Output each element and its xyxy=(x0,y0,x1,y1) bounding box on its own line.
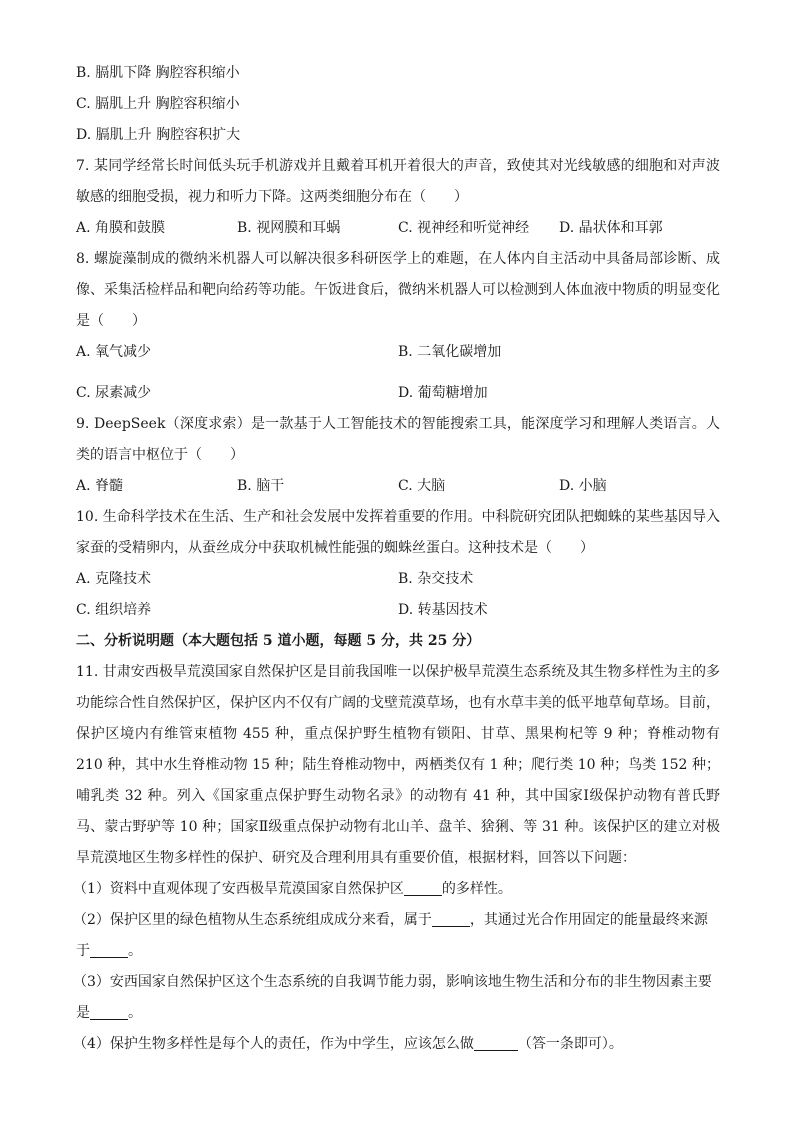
q11-sub3-blank xyxy=(90,1003,128,1020)
q10-option-b: B. 杂交技术 xyxy=(398,571,474,587)
q7-option-c: C. 视神经和听觉神经 xyxy=(398,220,530,236)
q7-option-a: A. 角膜和鼓膜 xyxy=(76,220,166,236)
section-2-title: 二、分析说明题（本大题包括 5 道小题，每题 5 分，共 25 分） xyxy=(76,633,481,649)
q10-stem: 10. 生命科学技术在生活、生产和社会发展中发挥着重要的作用。中科院研究团队把蜘蛛的某些基因导入家蚕的受精卵内，从蚕丝成分中获取机械性能强的蜘蛛丝蛋白。这种技术是（ ） xyxy=(76,509,720,556)
q7-stem: 7. 某同学经常长时间低头玩手机游戏并且戴着耳机开着很大的声音，致使其对光线敏感的细胞和对声波敏感的细胞受损，视力和听力下降。这两类细胞分布在（ ） xyxy=(76,158,720,205)
q11-sub1-text-b: 的多样性。 xyxy=(441,881,512,897)
q8-option-d: D. 葡萄糖增加 xyxy=(398,385,488,401)
q10-options-row2 xyxy=(76,595,720,626)
q9-option-d: D. 小脑 xyxy=(559,478,607,494)
q11-sub2-text-a: （2）保护区里的绿色植物从生态系统组成成分来看，属于 xyxy=(73,912,432,928)
q11-sub4-blank xyxy=(474,1034,518,1051)
q6-option-c: C. 膈肌上升 胸腔容积缩小 xyxy=(76,96,240,112)
q9-options xyxy=(76,471,720,502)
q11-sub1 xyxy=(73,874,720,905)
q11-stem: 11. 甘肃安西极旱荒漠国家自然保护区是目前我国唯一以保护极旱荒漠生态系统及其生物多样性为主的多功能综合性自然保护区，保护区内不仅有广阔的戈壁荒漠草场，也有水草丰美的低平地草甸草场。目前，保护区境内有维管束植物 455 种，重点保护野生植物有锁阳、甘草、黑果枸杞等 9 种；脊椎动物有 210 种，其中水生脊椎动物 15 种；陆生脊椎动物中，两栖类仅有 1 种；爬行类 10 种；鸟类 152 种；哺乳类 32 种。列入《国家重点保护野生动物名录》的动物有 41 种，其中国家Ⅰ级保护动物有普氏野马、蒙古野驴等 10 种；国家Ⅱ级重点保护动物有北山羊、盘羊、猞猁、等 31 种。该保护区的建立对极旱荒漠地区生物多样性的保护、研究及合理利用具有重要价值，根据材料，回答以下问题： xyxy=(76,664,720,866)
q10-option-a: A. 克隆技术 xyxy=(76,571,152,587)
q11-sub1-text-a: （1）资料中直观体现了安西极旱荒漠国家自然保护区 xyxy=(73,881,404,897)
q8-option-c: C. 尿素减少 xyxy=(76,385,152,401)
q10-options-row1 xyxy=(76,564,720,595)
exam-page xyxy=(73,58,720,1060)
q11-sub2-text-b: ，其通过光合作用固定的能量最终来源于 xyxy=(76,912,708,959)
q7-option-d: D. 晶状体和耳郭 xyxy=(559,220,663,236)
q10-option-d: D. 转基因技术 xyxy=(398,602,488,618)
q6-option-b: B. 膈肌下降 胸腔容积缩小 xyxy=(76,65,240,81)
q11-sub3-text-b: 。 xyxy=(128,1005,142,1021)
q9-stem: 9. DeepSeek（深度求索）是一款基于人工智能技术的智能搜索工具，能深度学习和理解人类语言。人类的语言中枢位于（ ） xyxy=(76,416,720,463)
q7-option-b: B. 视网膜和耳蜗 xyxy=(237,220,341,236)
q11-sub4-text-a: （4）保护生物多样性是每个人的责任，作为中学生，应该怎么做 xyxy=(73,1036,474,1052)
q11-sub3 xyxy=(73,967,720,1029)
q11-sub2-blank-1 xyxy=(432,910,470,927)
q11-sub4-text-b: （答一条即可）。 xyxy=(517,1036,623,1052)
q6-option-d: D. 膈肌上升 胸腔容积扩大 xyxy=(76,127,241,143)
q10-option-c: C. 组织培养 xyxy=(76,602,152,618)
q9-option-b: B. 脑干 xyxy=(237,478,285,494)
q7-options xyxy=(76,213,720,244)
q8-option-b: B. 二氧化碳增加 xyxy=(398,344,502,360)
q8-option-a: A. 氧气减少 xyxy=(76,344,152,360)
q8-options-row1 xyxy=(76,337,720,368)
q8-options-row2 xyxy=(76,378,720,409)
q9-option-a: A. 脊髓 xyxy=(76,478,124,494)
q8-stem: 8. 螺旋藻制成的微纳米机器人可以解决很多科研医学上的难题，在人体内自主活动中具备局部诊断、成像、采集活检样品和靶向给药等功能。午饭进食后，微纳米机器人可以检测到人体血液中物质的明显变化是（ ） xyxy=(76,251,720,329)
q11-sub3-text-a: （3）安西国家自然保护区这个生态系统的自我调节能力弱，影响该地生物生活和分布的非生物因素主要是 xyxy=(73,974,712,1021)
q11-sub4 xyxy=(73,1029,720,1060)
q11-sub2 xyxy=(73,905,720,967)
q11-sub2-text-c: 。 xyxy=(128,943,142,959)
q11-sub2-blank-2 xyxy=(90,941,128,958)
q11-sub1-blank xyxy=(404,879,442,896)
q9-option-c: C. 大脑 xyxy=(398,478,446,494)
